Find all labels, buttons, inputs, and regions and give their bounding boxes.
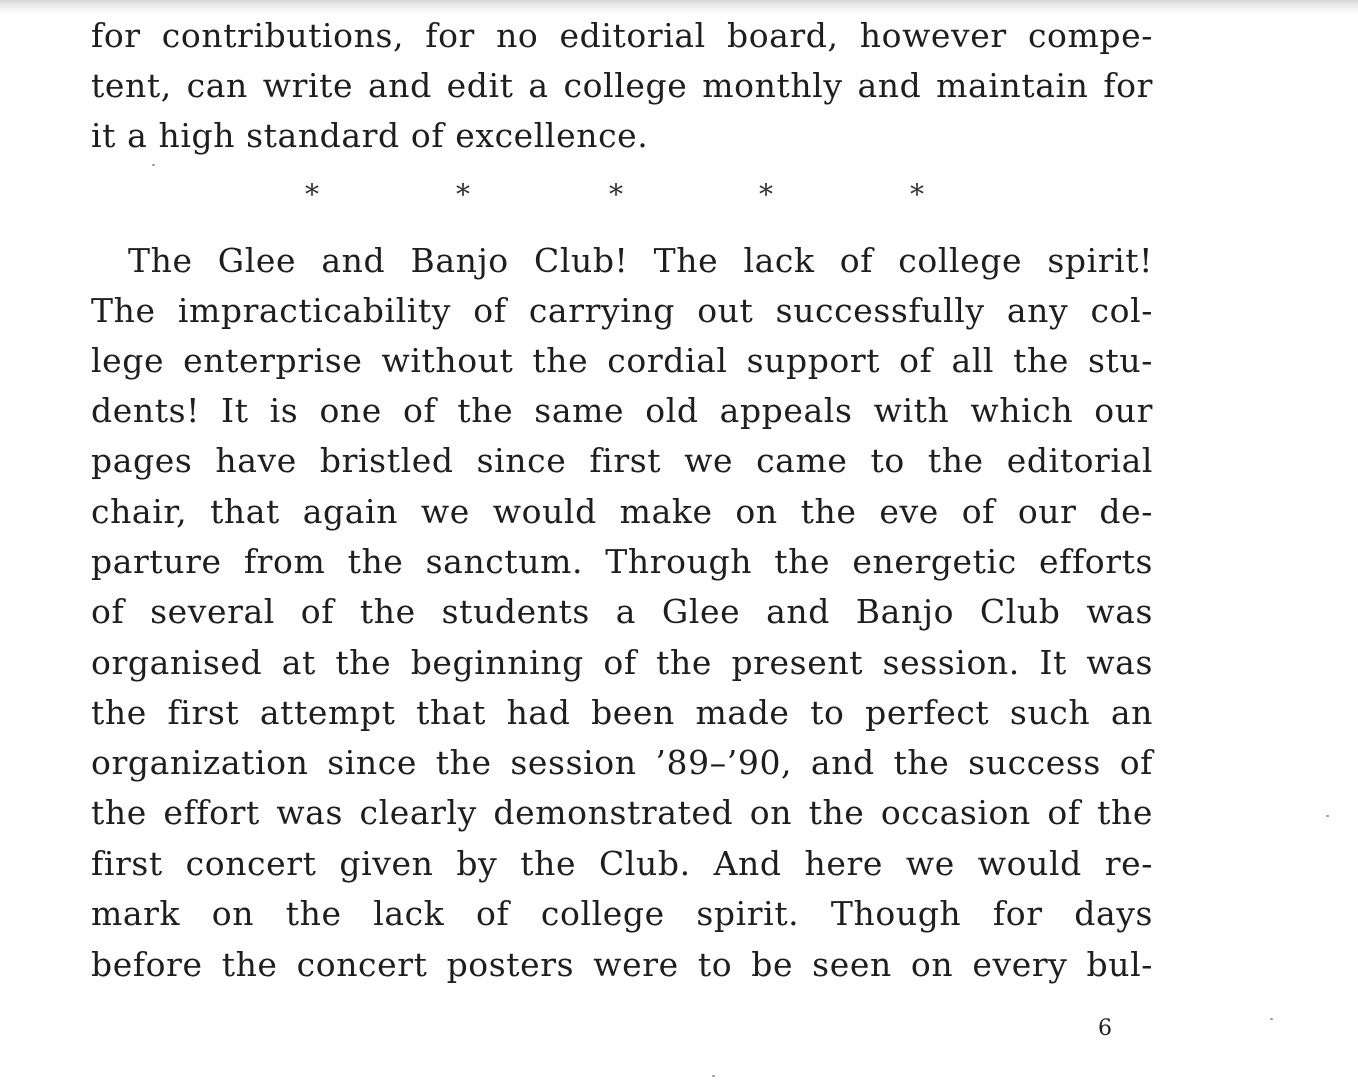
scan-speck [152, 164, 155, 166]
section-separator [0, 180, 1358, 210]
scan-speck [1270, 1018, 1273, 1020]
paragraph-line: parture from the sanctum. Through the energetic efforts [91, 542, 1153, 581]
text-line: for contributions, for no editorial board, however compe- [91, 16, 1153, 55]
paragraph-line: before the concert posters were to be seen on every bul- [91, 945, 1153, 984]
paragraph-line: The impracticability of carrying out successfully any col- [91, 291, 1153, 330]
asterisk: * [456, 178, 470, 211]
text-line: it a high standard of excellence. [91, 116, 649, 155]
asterisk: * [910, 178, 924, 211]
scan-speck [712, 1075, 715, 1077]
paragraph-line: lege enterprise without the cordial support of all the stu- [91, 341, 1153, 380]
asterisk: * [305, 178, 319, 211]
paragraph-line: first concert given by the Club. And here we would re- [91, 844, 1153, 883]
page-number: 6 [1098, 1016, 1112, 1041]
asterisk: * [609, 178, 623, 211]
paragraph-line: The Glee and Banjo Club! The lack of college spirit! [128, 241, 1153, 280]
paragraph-line: the first attempt that had been made to perfect such an [91, 693, 1153, 732]
paragraph-line: organization since the session ’89–’90, and the success of [91, 743, 1153, 782]
paragraph-line: of several of the students a Glee and Banjo Club was [91, 592, 1153, 631]
text-line: tent, can write and edit a college monthly and maintain for [91, 66, 1153, 105]
paragraph-line: chair, that again we would make on the eve of our de- [91, 492, 1153, 531]
paragraph-line: mark on the lack of college spirit. Though for days [91, 894, 1153, 933]
paragraph-line: pages have bristled since first we came to the editorial [91, 441, 1153, 480]
asterisk: * [759, 178, 773, 211]
paragraph-line: dents! It is one of the same old appeals with which our [91, 391, 1153, 430]
paragraph-line: organised at the beginning of the present session. It was [91, 643, 1153, 682]
scan-speck [1326, 815, 1329, 817]
paragraph-line: the effort was clearly demonstrated on the occasion of the [91, 793, 1153, 832]
